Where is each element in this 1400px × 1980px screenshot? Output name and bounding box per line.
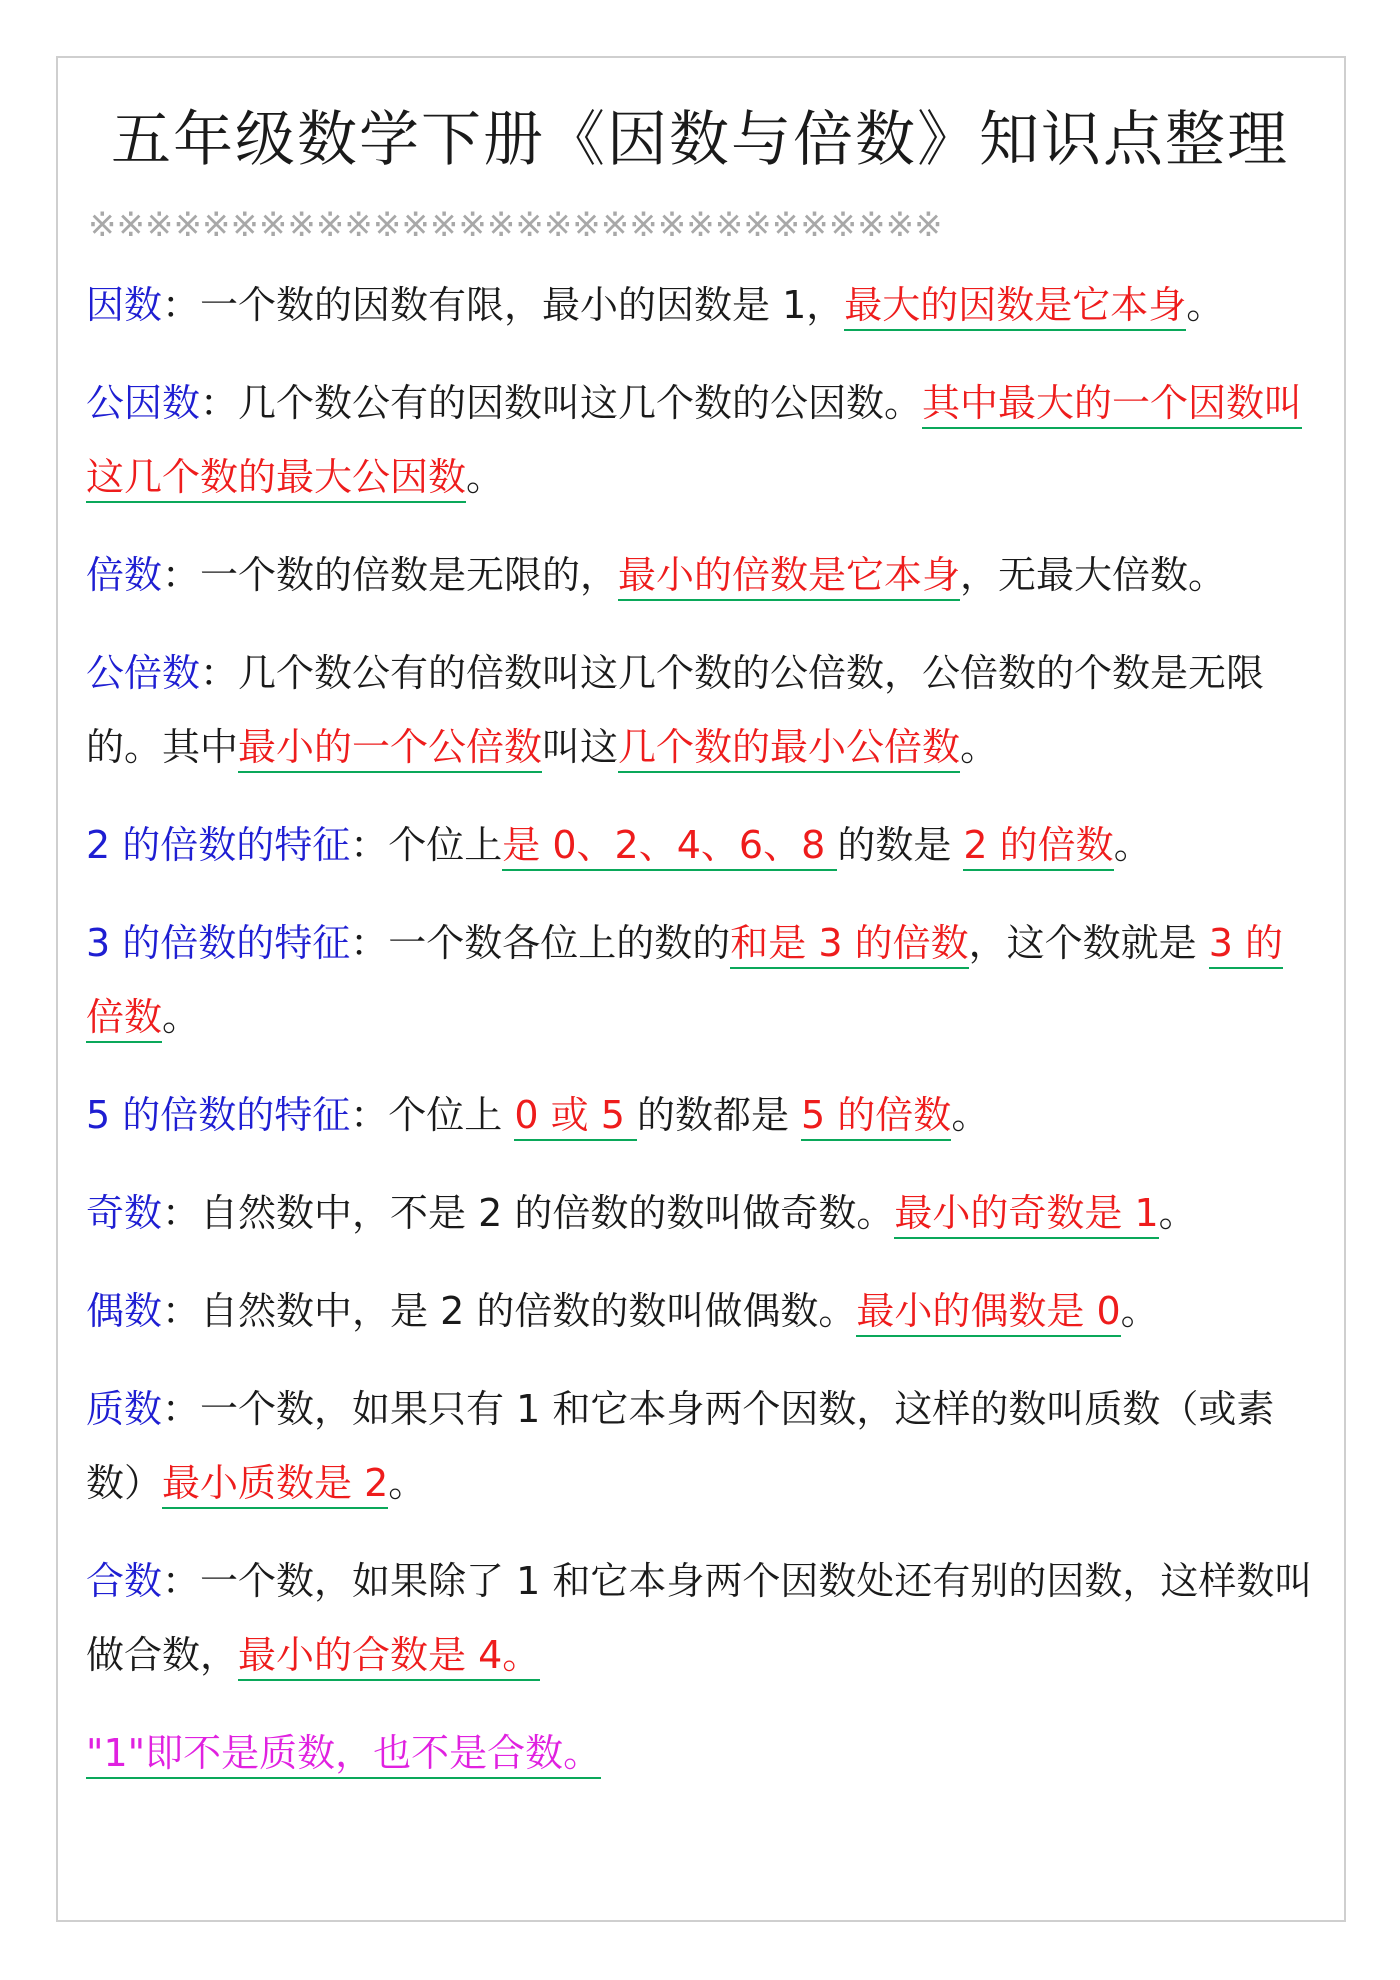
term-label: 公因数 xyxy=(86,381,201,425)
highlighted-text: 几个数的最小公倍数 xyxy=(618,725,960,773)
body-text: ，无最大倍数。 xyxy=(960,553,1227,597)
body-text: ：一个数，如果除了 1 和它本身两个因数处还有别的因数，这样数叫做合数， xyxy=(86,1559,1313,1677)
body-text: 的数是 xyxy=(837,823,964,867)
definition-item xyxy=(86,366,1318,514)
content xyxy=(86,268,1318,1814)
body-text: 。 xyxy=(1158,1191,1197,1235)
body-text: 。 xyxy=(1120,1289,1159,1333)
body-text: ：个位上 xyxy=(350,1093,515,1137)
definition-item xyxy=(86,1274,1318,1348)
highlighted-text: 最小的一个公倍数 xyxy=(238,725,542,773)
body-text: ：一个数的因数有限，最小的因数是 1， xyxy=(162,283,845,327)
definition-item xyxy=(86,1544,1318,1692)
body-text: 。 xyxy=(466,455,505,499)
term-label: 2 的倍数的特征 xyxy=(86,823,351,867)
highlighted-text: 最小质数是 2 xyxy=(162,1461,388,1509)
term-label: 5 的倍数的特征 xyxy=(86,1093,351,1137)
body-text: 。 xyxy=(162,995,201,1039)
highlighted-text: 最小的偶数是 0 xyxy=(856,1289,1120,1337)
body-text: ：一个数，如果只有 1 和它本身两个因数，这样的数叫质数（或素数） xyxy=(86,1387,1275,1505)
body-text: 。 xyxy=(1113,823,1152,867)
term-label: 奇数 xyxy=(86,1191,163,1235)
body-text: 。 xyxy=(951,1093,990,1137)
body-text: 的数都是 xyxy=(636,1093,802,1137)
highlighted-text: 0 或 5 xyxy=(514,1093,637,1141)
highlighted-text: 2 的倍数 xyxy=(963,823,1113,871)
body-text: ，这个数就是 xyxy=(968,921,1209,965)
term-label: 偶数 xyxy=(86,1289,163,1333)
highlighted-text: 5 的倍数 xyxy=(801,1093,951,1141)
highlighted-text: 最大的因数是它本身 xyxy=(844,283,1186,331)
highlighted-text: 最小的奇数是 1 xyxy=(894,1191,1158,1239)
note-line xyxy=(86,1716,1318,1790)
body-text: ：几个数公有的倍数叫这几个数的公倍数，公倍数的个数是无限的。其中 xyxy=(86,651,1265,769)
body-text: ：一个数各位上的数的 xyxy=(350,921,731,965)
highlighted-text: 其中最大的一个因数叫这几个数的最大公因数 xyxy=(86,381,1302,503)
body-text: ：几个数公有的因数叫这几个数的公因数。 xyxy=(200,381,923,425)
definition-item xyxy=(86,1078,1318,1152)
body-text: ：自然数中，是 2 的倍数的数叫做偶数。 xyxy=(162,1289,857,1333)
definition-item xyxy=(86,1372,1318,1520)
definition-item xyxy=(86,808,1318,882)
term-label: 倍数 xyxy=(86,553,163,597)
definition-item xyxy=(86,906,1318,1054)
highlighted-text: 3 的倍数 xyxy=(86,921,1283,1043)
page-title: 五年级数学下册《因数与倍数》知识点整理 xyxy=(111,105,1289,175)
definition-item xyxy=(86,1176,1318,1250)
body-text: 叫这 xyxy=(542,725,619,769)
term-label: 合数 xyxy=(86,1559,163,1603)
term-label: 公倍数 xyxy=(86,651,201,695)
body-text: ：一个数的倍数是无限的， xyxy=(162,553,619,597)
definition-item xyxy=(86,268,1318,342)
definition-list xyxy=(86,268,1318,1692)
highlighted-text: 最小的倍数是它本身 xyxy=(618,553,960,601)
definition-item xyxy=(86,538,1318,612)
body-text: 。 xyxy=(960,725,999,769)
body-text: ：自然数中，不是 2 的倍数的数叫做奇数。 xyxy=(162,1191,895,1235)
term-label: 3 的倍数的特征 xyxy=(86,921,351,965)
body-text: 。 xyxy=(1186,283,1225,327)
highlighted-text: 是 0、2、4、6、8 xyxy=(502,823,837,871)
definition-item xyxy=(86,636,1318,784)
note-text: "1"即不是质数，也不是合数。 xyxy=(86,1731,601,1779)
highlighted-text: 和是 3 的倍数 xyxy=(730,921,968,969)
decorative-divider: ※※※※※※※※※※※※※※※※※※※※※※※※※※※※※※ xyxy=(88,205,943,245)
body-text: ：个位上 xyxy=(350,823,503,867)
body-text: 。 xyxy=(388,1461,427,1505)
term-label: 因数 xyxy=(86,283,163,327)
highlighted-text: 最小的合数是 4。 xyxy=(238,1633,540,1681)
term-label: 质数 xyxy=(86,1387,163,1431)
